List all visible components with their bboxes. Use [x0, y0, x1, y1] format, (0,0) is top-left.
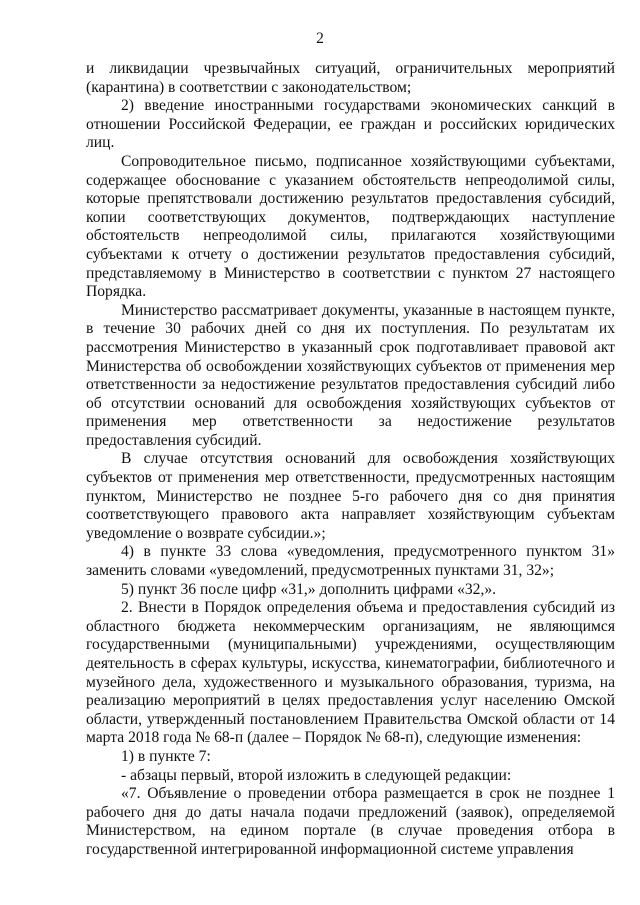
paragraph-ministry-review: Министерство рассматривает документы, указанные в настоящем пункте, в течение 30 рабочих дней со дня их поступления. По результатам их рассмотрения Министерство в указанный срок подготавливает правовой акт Министерства об освобождении хозяйствующих субъектов от применения мер ответственности за недостижение результатов предоставления субсидий либо об отсутствии оснований для освобождения хозяйствующих субъектов от применения мер ответственности за недостижение результатов предоставления субсидий.	[86, 301, 615, 449]
paragraph-cover-letter: Сопроводительное письмо, подписанное хозяйствующими субъектами, содержащее обоснование с указанием обстоятельств непреодолимой силы, которые препятствовали достижению результатов предоставления субсидий, копии соответствующих документов, подтверждающих наступление обстоятельств непреодолимой силы, прилагаются хозяйствующими субъектами к отчету о достижении результатов предоставления субсидий, представляемому в Министерство в соответствии с пунктом 27 настоящего Порядка.	[86, 152, 615, 301]
paragraph-point-7: «7. Объявление о проведении отбора размещается в срок не позднее 1 рабочего дня до даты начала подачи предложений (заявок), определяемой Министерством, на едином портале (в случае проведения отбора в государственной интегрированной информационной системе управления	[86, 785, 615, 858]
paragraph-section-2: 2. Внести в Порядок определения объема и предоставления субсидий из областного бюджета некоммерческим организациям, не являющимся государственными (муниципальными) учреждениями, осуществляющим деятельность в сферах культуры, искусства, кинематографии, библиотечного и музейного дела, художественного и музыкального образования, туризма, на реализацию мероприятий в целях предоставления услуг населению Омской области, утвержденный постановлением Правительства Омской области от 14 марта 2018 года № 68-п (далее – Порядок № 68-п), следующие изменения:	[86, 599, 615, 747]
paragraph-item-5: 5) пункт 36 после цифр «31,» дополнить цифрами «32,».	[121, 580, 497, 598]
paragraph-item-2: 2) введение иностранными государствами экономических санкций в отношении Российской Федерации, ее граждан и российских юридических лиц.	[86, 97, 615, 152]
paragraph-item-1: 1) в пункте 7:	[121, 747, 211, 765]
paragraph-abzacy: - абзацы первый, второй изложить в следующей редакции:	[121, 766, 512, 784]
page-number: 2	[316, 30, 324, 47]
paragraph-item-4: 4) в пункте 33 слова «уведомления, предусмотренного пунктом 31» заменить словами «уведомлений, предусмотренных пунктами 31, 32»;	[86, 543, 615, 580]
document-body	[86, 60, 615, 860]
paragraph-no-grounds: В случае отсутствия оснований для освобождения хозяйствующих субъектов от применения мер ответственности, предусмотренных настоящим пунктом, Министерство не позднее 5-го рабочего дня со дня принятия соответствующего правового акта направляет хозяйствующим субъектам уведомление о возврате субсидии.»;	[86, 450, 615, 542]
paragraph-continuation: и ликвидации чрезвычайных ситуаций, ограничительных мероприятий (карантина) в соответствии с законодательством;	[86, 60, 615, 96]
